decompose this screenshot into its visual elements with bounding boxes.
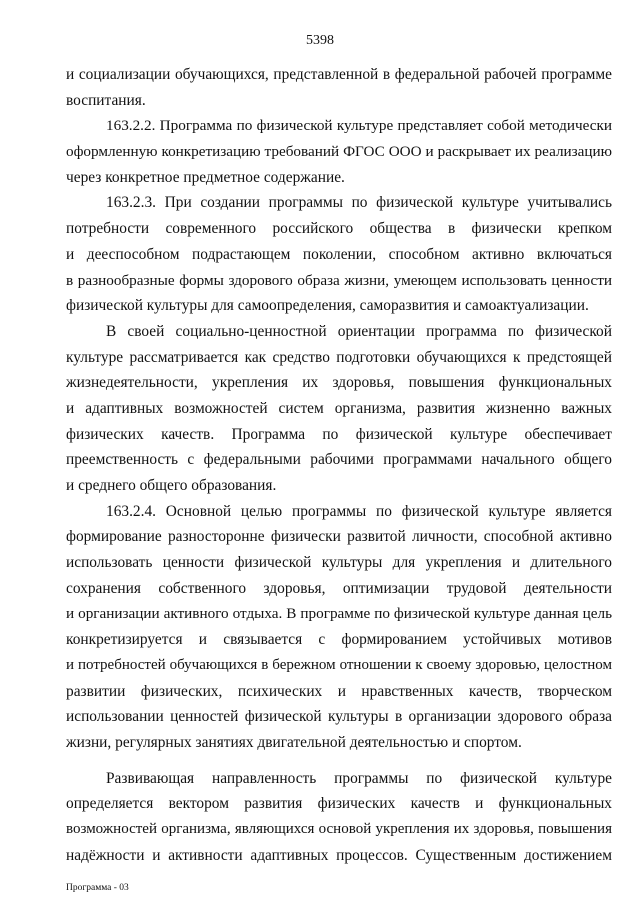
text-line: жизни, регулярных занятиях двигательной деятельностью и спортом.: [66, 733, 522, 751]
paragraph: [66, 319, 612, 499]
paragraph: [66, 766, 612, 869]
text-line: определяется вектором развития физических качеств и функциональных: [66, 795, 612, 813]
text-line: физических качеств. Программа по физической культуре обеспечивает: [66, 425, 612, 443]
text-line: потребности современного российского общества в физически крепком: [66, 220, 612, 238]
text-line: надёжности и активности адаптивных процессов. Существенным достижением: [66, 846, 612, 864]
text-line: жизнедеятельности, укрепления их здоровья, повышения функциональных: [66, 374, 612, 392]
text-line: и социализации обучающихся, представленной в федеральной рабочей программе: [66, 66, 612, 83]
paragraph: [66, 499, 612, 756]
text-line: Развивающая направленность программы по физической культуре: [106, 769, 612, 787]
text-line: через конкретное предметное содержание.: [66, 168, 345, 186]
text-line: 163.2.3. При создании программы по физической культуре учитывались: [106, 194, 612, 212]
text-line: формирование разносторонне физически развитой личности, способной активно: [66, 528, 612, 546]
page-number: 5398: [306, 33, 334, 48]
paragraph: [66, 62, 612, 113]
text-line: сохранения собственного здоровья, оптимизации трудовой деятельности: [66, 579, 612, 597]
body-text: [66, 62, 612, 868]
text-line: возможностей организма, являющихся основой укрепления их здоровья, повышения: [66, 820, 612, 837]
paragraph-gap: [66, 756, 612, 766]
text-line: использовании ценностей физической культуры в организации здорового образа: [66, 708, 612, 726]
text-line: В своей социально-ценностной ориентации программа по физической: [106, 322, 612, 340]
text-line: в разнообразные формы здорового образа жизни, умеющем использовать ценности: [66, 271, 612, 289]
text-line: и организации активного отдыха. В программе по физической культуре данная цель: [66, 605, 612, 623]
text-line: и среднего общего образования.: [66, 477, 277, 494]
paragraph: [66, 190, 612, 318]
text-line: конкретизируется и связывается с формированием устойчивых мотивов: [66, 631, 612, 649]
text-line: использовать ценности физической культуры для укрепления и длительного: [66, 554, 612, 572]
text-line: 163.2.2. Программа по физической культуре представляет собой методически: [106, 117, 612, 135]
paragraph: [66, 113, 612, 190]
text-line: оформленную конкретизацию требований ФГОС ООО и раскрывает их реализацию: [66, 143, 612, 161]
text-line: развитии физических, психических и нравственных качеств, творческом: [66, 682, 612, 700]
text-line: и потребностей обучающихся в бережном отношении к своему здоровью, целостном: [66, 656, 612, 673]
text-line: 163.2.4. Основной целью программы по физической культуре является: [106, 502, 612, 520]
text-line: воспитания.: [66, 91, 146, 109]
text-line: и адаптивных возможностей систем организма, развития жизненно важных: [66, 399, 612, 417]
footer-label: Программа - 03: [66, 883, 129, 893]
text-line: и дееспособном подрастающем поколении, способном активно включаться: [66, 245, 612, 263]
text-line: физической культуры для самоопределения, саморазвития и самоактуализации.: [66, 297, 589, 315]
text-line: культуре рассматривается как средство подготовки обучающихся к предстоящей: [66, 348, 612, 366]
text-line: преемственность с федеральными рабочими программами начального общего: [66, 451, 612, 469]
